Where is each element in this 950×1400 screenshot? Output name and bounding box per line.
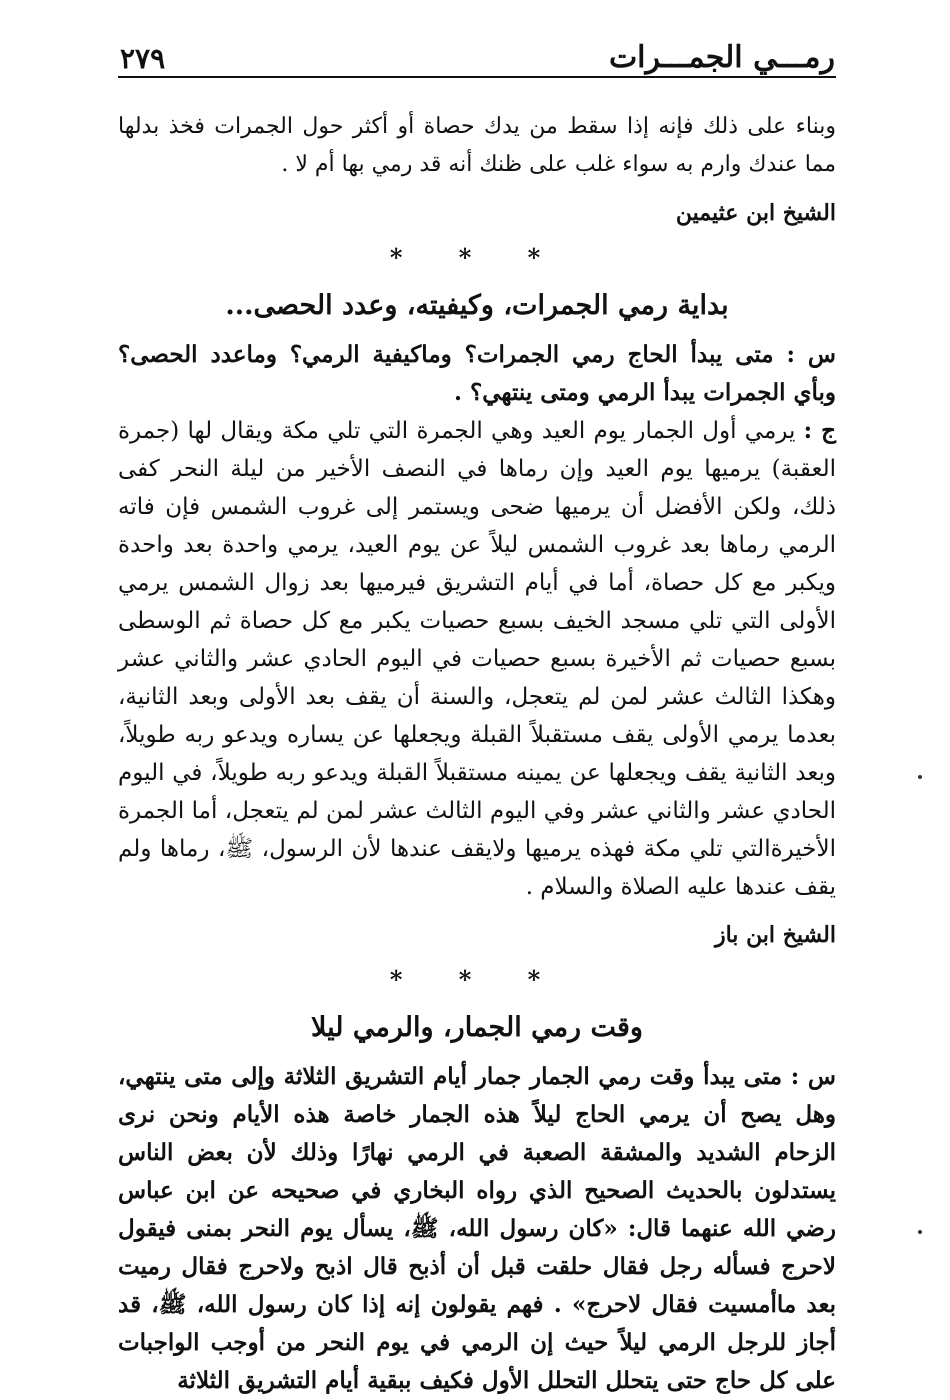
signature-ibn-baz: الشيخ ابن باز — [714, 922, 836, 948]
intro-paragraph: وبناء على ذلك فإنه إذا سقط من يدك حصاة أو أكثر حول الجمرات فخذ بدلها مما عندك وارم به سواء غلب على ظنك أنه قد رمي بها أم لا . — [118, 114, 836, 177]
section-separator: * * * — [389, 243, 565, 272]
question-1 — [118, 336, 836, 412]
page-number: ٢٧٩ — [120, 42, 166, 75]
header-rule — [118, 76, 836, 78]
page-body — [118, 108, 836, 1400]
margin-dot — [918, 1230, 922, 1234]
running-title: رمـــي الجمـــرات — [608, 40, 835, 75]
question-label: س : — [786, 341, 837, 368]
question-text: متى يبدأ وقت رمي الجمار جمار أيام التشريق الثلاثة وإلى متى ينتهي، وهل يصح أن يرمي الحاج ليلاً هذه الجمار خاصة هذه الأيام ونحن نرى الزحام الشديد والمشقة الصعبة في الرمي نهارًا وذلك لأن بعض الناس يستدلون بالحديث الصحيح الذي رواه البخاري في صحيحه عن ابن عباس رضي الله عنهما قال: «كان رسول الله، ﷺ، يسأل يوم النحر بمنى فيقول لاحرج فسأله رجل فقال حلقت قبل أن أذبح قال اذبح ولاحرج فقال رميت بعد ماأمسيت فقال لاحرج» . فهم يقولون إنه إذا كان رسول الله، ﷺ، قد أجاز للرجل الرمي ليلاً حيث إن الرمي في يوم النحر من أوجب الواجبات على كل حاج حتى يتحلل التحلل الأول فكيف ببقية أيام التشريق الثلاثة — [118, 1063, 836, 1394]
answer-1 — [118, 412, 836, 906]
question-label: س : — [790, 1063, 836, 1090]
running-header — [120, 40, 835, 80]
section-heading-1: بداية رمي الجمرات، وكيفيته، وعدد الحصى... — [225, 290, 729, 321]
answer-label: ج : — [803, 417, 836, 444]
section-heading-2: وقت رمي الجمار، والرمي ليلا — [311, 1012, 643, 1043]
question-2 — [118, 1058, 836, 1400]
margin-dot — [918, 775, 922, 779]
signature-ibn-uthaymeen: الشيخ ابن عثيمين — [675, 200, 836, 226]
section-separator: * * * — [389, 965, 565, 994]
question-text: متى يبدأ الحاج رمي الجمرات؟ وماكيفية الرمي؟ وماعدد الحصى؟ وبأي الجمرات يبدأ الرمي ومتى ينتهي؟ . — [118, 341, 836, 406]
answer-text: يرمي أول الجمار يوم العيد وهي الجمرة التي تلي مكة ويقال لها (جمرة العقبة) يرميها يوم العيد وإن رماها في النصف الأخير من ليلة النحر كفى ذلك، ولكن الأفضل أن يرميها ضحى ويستمر إلى غروب الشمس فإن فاته الرمي رماها بعد غروب الشمس ليلاً عن يوم العيد، يرمي واحدة بعد واحدة ويكبر مع كل حصاة، أما في أيام التشريق فيرميها بعد زوال الشمس يرمي الأولى التي تلي مسجد الخيف بسبع حصيات يكبر مع كل حصاة ثم الوسطى بسبع حصيات ثم الأخيرة بسبع حصيات في اليوم الحادي عشر والثاني عشر وهكذا الثالث عشر لمن لم يتعجل، والسنة أن يقف بعد الأولى وبعد الثانية، بعدما يرمي الأولى يقف مستقبلاً القبلة ويجعلها عن يساره ويدعو ربه طويلاً، وبعد الثانية يقف ويجعلها عن يمينه مستقبلاً القبلة ويدعو ربه طويلاً، في اليوم الحادي عشر والثاني عشر وفي اليوم الثالث عشر لمن لم يتعجل، أما الجمرة الأخيرةالتي تلي مكة فهذه يرميها ولايقف عندها لأن الرسول، ﷺ، رماها ولم يقف عندها عليه الصلاة والسلام . — [118, 418, 836, 900]
